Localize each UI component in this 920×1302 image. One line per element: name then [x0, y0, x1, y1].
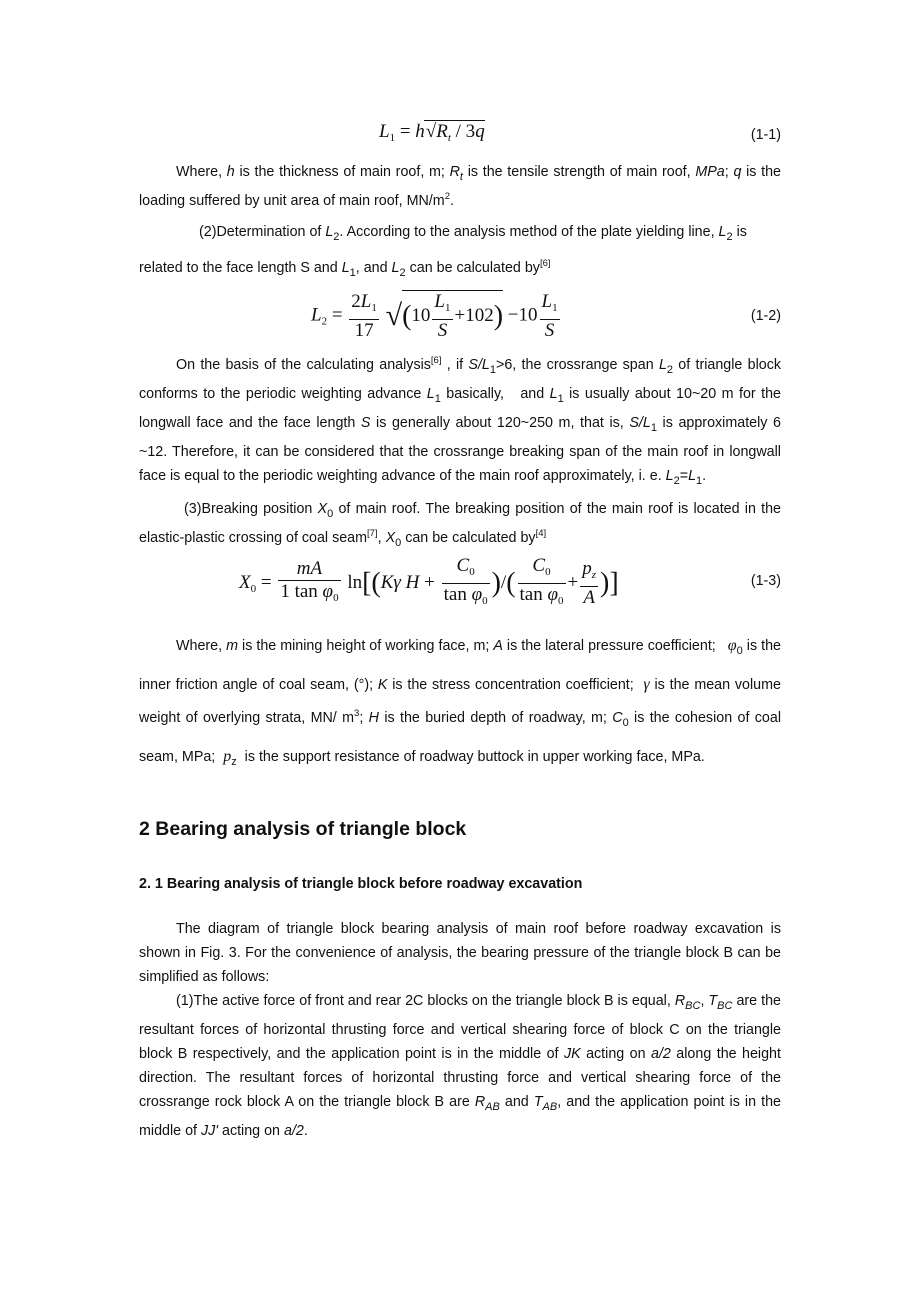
paragraph-diagram: The diagram of triangle block bearing analysis of main roof before roadway excavation is shown in Fig. 3. For the convenience of analysis, the bearing pressure of the triangle block B can be simplified as follows:: [139, 921, 781, 985]
equation-1-2: [139, 288, 781, 344]
paragraph-where-2: Where, m is the mining height of working face, m; A is the lateral pressure coefficient; $\varphi_0$ is the inner friction angle of coal seam, (°); K is the stress concentration coefficient; γ is the mean volume weight of overlying strata, MN/ $m^3$; H is the buried depth of roadway, m; $C_0$ is the cohesion of coal seam, MPa; $p_z$ is the support resistance of roadway buttock in upper working face, MPa.: [139, 637, 781, 768]
formula-x0: $X_0$ = $\frac{mA}{1 \tan \varphi_0}$ ln[(Kγ H + $\frac{C_0}{\tan \varphi_0}$ )/( $\frac{C_0}{\tan \varphi_0}$ + $\frac{p_z}{A}$ )]: [239, 555, 619, 608]
paragraph-basis: On the basis of the calculating analysis[6] , if $S/L_1>6$, the crossrange span $L_2$ of triangle block conforms to the periodic weighting advance $L_1$ basically, and $L_1$ is usually about 10~20 m for the longwall face and the face length S is generally about 120~250 m, that is, $S/L_1$ is approximately 6 ~12. Therefore, it can be considered that the crossrange breaking span of the main roof in longwall face is equal to the periodic weighting advance of the main roof approximately, i. e. $L_2=L_1$.: [139, 355, 781, 487]
equation-number: (1-2): [750, 308, 781, 324]
subsection-heading-2-1: 2. 1 Bearing analysis of triangle block before roadway excavation: [139, 876, 583, 892]
equation-number: (1-1): [750, 127, 781, 143]
equation-number: (1-3): [750, 573, 781, 589]
equation-1-1: [139, 115, 781, 155]
paragraph-where-1: Where, h is the thickness of main roof, m; $R_t$ is the tensile strength of main roof, MPa; q is the loading suffered by unit area of main roof, $MN/m^2$.: [139, 164, 782, 209]
paragraph-active-force: (1)The active force of front and rear 2C blocks on the triangle block B is equal, $R_{BC}$, $T_{BC}$ are the resultant forces of horizontal thrusting force and vertical shearing force of block C on the triangle block B respectively, and the application point is in the middle of JK acting on a/2 along the height direction. The resultant forces of horizontal thrusting force and vertical shearing force of the crossrange rock block A on the triangle block B are $R_{AB}$ and $T_{AB}$, and the application point is in the middle of JJ' acting on a/2.: [139, 993, 781, 1139]
formula-l1: $L_1 = h√R_t / 3q$: [379, 121, 485, 144]
equation-1-3: [139, 553, 781, 609]
paragraph-related: related to the face length S and $L_1$, and $L_2$ can be calculated by[6]: [139, 258, 551, 279]
paragraph-determination-l2: (2)Determination of $L_2$. According to the analysis method of the plate yielding line, $L_2$ is: [199, 224, 747, 243]
section-heading-2: 2 Bearing analysis of triangle block: [139, 818, 467, 840]
paragraph-breaking-position: (3)Breaking position $X_0$ of main roof. The breaking position of the main roof is located in the elastic-plastic crossing of coal seam[7], $X_0$ can be calculated by[4]: [139, 501, 781, 549]
formula-l2: $L_2$ = $\frac{2L_1}{17}$ √(10 $\frac{L_1}{S}$ +102) −10 $\frac{L_1}{S}$: [311, 290, 558, 341]
